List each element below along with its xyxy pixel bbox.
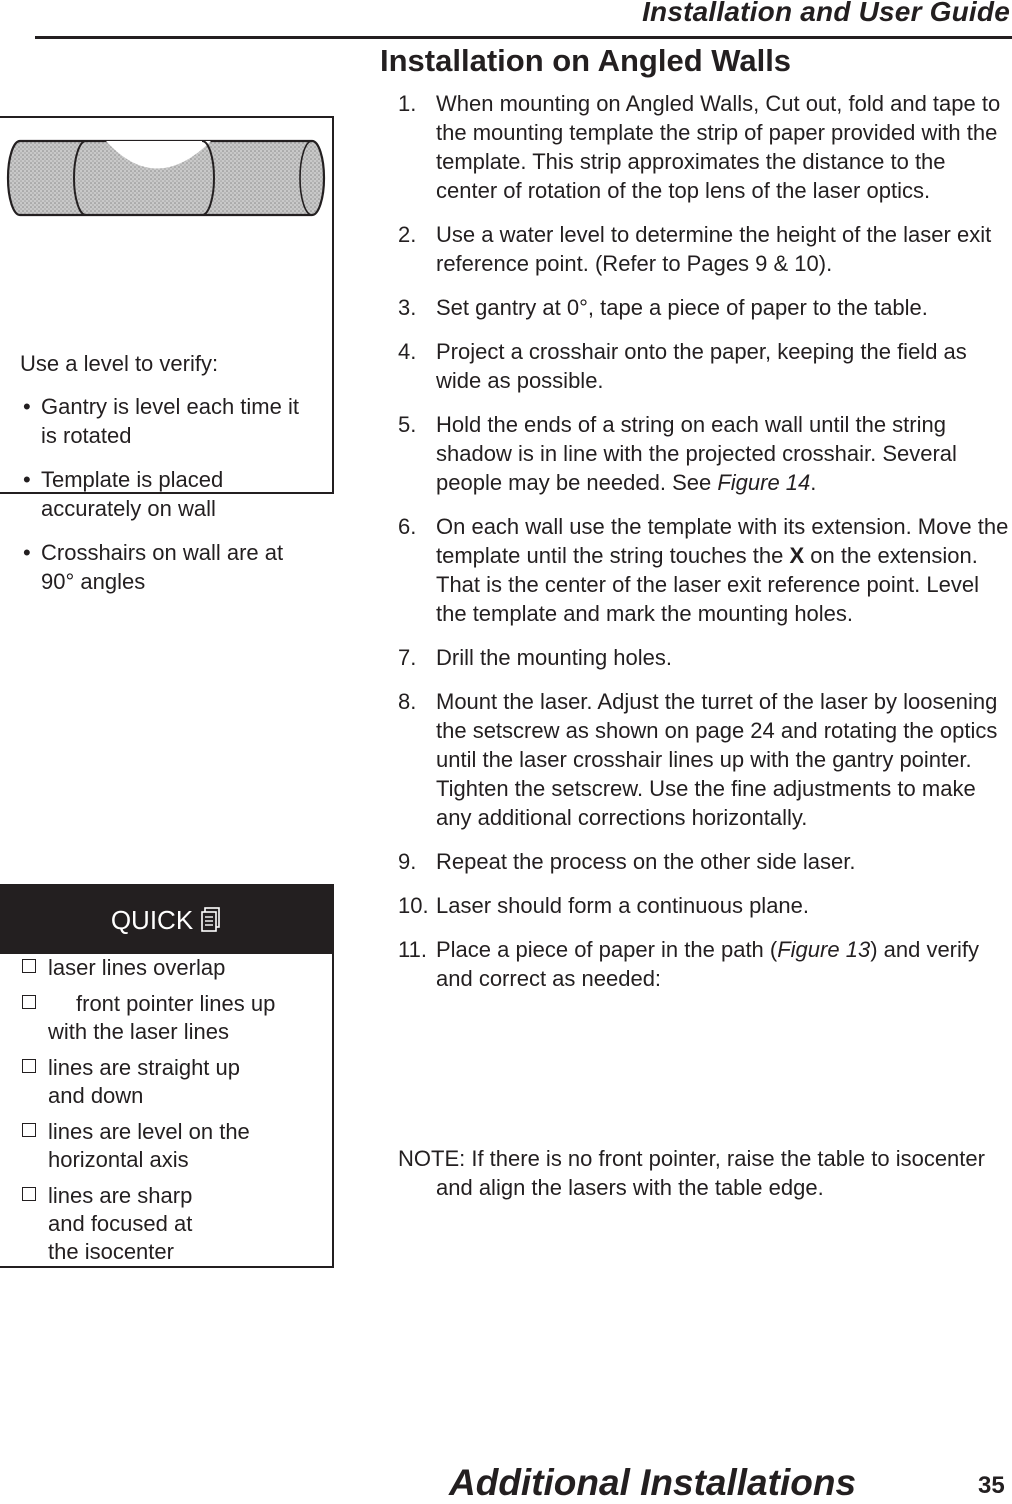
quick-item-text: lines are sharp and focused at the isocenter bbox=[48, 1183, 193, 1264]
list-item bbox=[20, 990, 320, 1046]
step-item bbox=[398, 220, 1010, 278]
clipboard-icon bbox=[201, 907, 221, 933]
header-rule bbox=[35, 36, 1012, 39]
list-item bbox=[20, 392, 320, 450]
checkbox-icon bbox=[22, 1123, 36, 1137]
step-text: Project a crosshair onto the paper, keeping the field as wide as possible. bbox=[436, 339, 967, 393]
step-number: 2. bbox=[398, 222, 417, 247]
step-number: 5. bbox=[398, 412, 417, 437]
step-item bbox=[398, 643, 1010, 672]
footer-chapter-title: Additional Installations bbox=[449, 1462, 857, 1503]
step-text: Mount the laser. Adjust the turret of the laser by loosening the setscrew as shown on page 24 and rotating the optics until the laser crosshair lines up with the gantry pointer. Tighten the setscrew. Use the fine adjustments to make any additional corrections horizontally. bbox=[436, 689, 998, 830]
step-text-end: on the extension. That is the center of the laser exit reference point. Level the template and mark the mounting holes. bbox=[436, 543, 979, 626]
step-text-end: ) and verify and correct as needed: bbox=[436, 937, 980, 991]
level-item-text: Gantry is level each time it is rotated bbox=[41, 394, 299, 448]
step-item bbox=[398, 891, 1010, 920]
section-title: Installation on Angled Walls bbox=[380, 43, 792, 78]
quick-header-label: QUICK bbox=[110, 904, 194, 935]
list-item bbox=[20, 954, 320, 982]
step-text: On each wall use the template with its extension. Move the template until the string touches the bbox=[436, 514, 1009, 568]
level-tip-box bbox=[0, 116, 334, 594]
step-text: Set gantry at 0°, tape a piece of paper to the table. bbox=[436, 295, 928, 320]
quick-item-text: lines are straight up and down bbox=[48, 1055, 240, 1108]
checkbox-icon bbox=[22, 995, 36, 1009]
step-text: Drill the mounting holes. bbox=[436, 645, 673, 670]
level-box-title: Use a level to verify: bbox=[20, 351, 219, 376]
running-title: Installation and User Guide bbox=[642, 0, 1010, 27]
step-number: 4. bbox=[398, 339, 417, 364]
step-item bbox=[398, 293, 1010, 322]
step-text: Use a water level to determine the height of the laser exit reference point. (Refer to Pages 9 & 10). bbox=[436, 222, 992, 276]
note-paragraph: NOTE: If there is no front pointer, raise the table to isocenter and align the lasers with the table edge. bbox=[398, 1146, 985, 1200]
level-item-text: Template is placed accurately on wall bbox=[41, 467, 224, 521]
quick-checklist-box bbox=[0, 884, 334, 1268]
step-text: When mounting on Angled Walls, Cut out, fold and tape to the mounting template the strip of paper provided with the template. This strip approximates the distance to the center of rotation of the top lens of the laser optics. bbox=[436, 91, 1001, 203]
quick-item-text: lines are level on the horizontal axis bbox=[48, 1119, 250, 1172]
step-text: Laser should form a continuous plane. bbox=[436, 893, 810, 918]
step-text-end: . bbox=[810, 470, 817, 495]
step-item bbox=[398, 512, 1010, 628]
step-number: 1. bbox=[398, 91, 417, 116]
step-item bbox=[398, 337, 1010, 395]
step-number: 3. bbox=[398, 295, 417, 320]
step-number: 8. bbox=[398, 689, 417, 714]
bullet-icon: • bbox=[23, 394, 31, 419]
step-number: 9. bbox=[398, 849, 417, 874]
spirit-level-icon bbox=[6, 138, 326, 223]
page-number: 35 bbox=[978, 1472, 1005, 1499]
step-text: Repeat the process on the other side laser. bbox=[436, 849, 856, 874]
list-item bbox=[20, 1118, 320, 1174]
step-number: 7. bbox=[398, 645, 417, 670]
list-item bbox=[20, 1182, 320, 1266]
bullet-icon: • bbox=[23, 467, 31, 492]
list-item bbox=[20, 1054, 320, 1110]
step-number: 10. bbox=[398, 893, 429, 918]
bullet-icon: • bbox=[23, 540, 31, 565]
step-text: Hold the ends of a string on each wall until the string shadow is in line with the projected crosshair. Several people may be needed. See bbox=[436, 412, 957, 495]
quick-header bbox=[0, 886, 332, 954]
quick-checklist bbox=[20, 954, 320, 1274]
step-number: 6. bbox=[398, 514, 417, 539]
step-number: 11. bbox=[398, 937, 427, 962]
installation-steps bbox=[398, 89, 1010, 1008]
step-item bbox=[398, 687, 1010, 832]
x-mark-label: X bbox=[789, 543, 805, 568]
step-item bbox=[398, 410, 1010, 497]
level-item-text: Crosshairs on wall are at 90° angles bbox=[41, 540, 284, 594]
quick-item-text: front pointer lines up with the laser lines bbox=[48, 991, 276, 1044]
step-item bbox=[398, 847, 1010, 876]
list-item bbox=[20, 465, 320, 523]
level-checklist bbox=[20, 392, 320, 611]
list-item bbox=[20, 538, 320, 596]
step-text: Place a piece of paper in the path ( bbox=[436, 937, 778, 962]
checkbox-icon bbox=[22, 1059, 36, 1073]
quick-item-text: laser lines overlap bbox=[48, 955, 226, 980]
step-item bbox=[398, 935, 1010, 993]
step-item bbox=[398, 89, 1010, 205]
checkbox-icon bbox=[22, 959, 36, 973]
figure-reference: Figure 14 bbox=[717, 470, 811, 495]
checkbox-icon bbox=[22, 1187, 36, 1201]
figure-reference: Figure 13 bbox=[777, 937, 871, 962]
